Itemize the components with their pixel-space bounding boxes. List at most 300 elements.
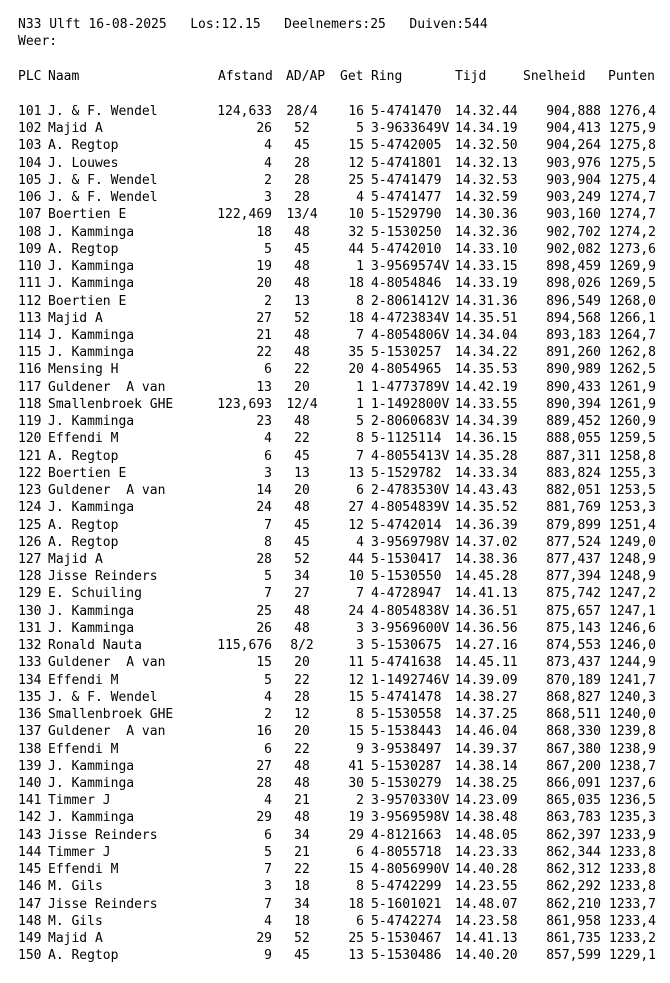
race-header xyxy=(18,16,488,33)
cell-afstand: 16 xyxy=(256,724,272,740)
cell-adap: 13 xyxy=(294,465,310,481)
cell-plc: 146 xyxy=(18,879,42,895)
cell-adap: 48 xyxy=(294,500,310,516)
cell-tijd: 14.32.50 xyxy=(455,138,518,154)
cell-get: 18 xyxy=(348,276,364,292)
cell-afstand: 2 xyxy=(264,172,272,188)
cell-afstand: 4 xyxy=(264,913,272,929)
cell-afstand: 4 xyxy=(264,138,272,154)
cell-snelheid: 877,524 xyxy=(546,534,601,550)
cell-naam: J. Kamminga xyxy=(48,603,135,619)
cell-afstand: 14 xyxy=(256,483,272,499)
cell-afstand: 21 xyxy=(256,327,272,343)
cell-get: 30 xyxy=(348,775,364,791)
cell-punten: 1246,0 xyxy=(609,638,656,654)
table-row xyxy=(0,672,670,689)
cell-adap: 34 xyxy=(294,569,310,585)
cell-tijd: 14.36.15 xyxy=(455,431,518,447)
cell-snelheid: 862,292 xyxy=(546,879,601,895)
cell-punten: 1240,3 xyxy=(609,689,656,705)
cell-ring: 3-9569600V xyxy=(371,620,450,636)
cell-adap: 48 xyxy=(294,345,310,361)
cell-snelheid: 890,394 xyxy=(546,396,601,412)
cell-get: 13 xyxy=(348,465,364,481)
cell-get: 9 xyxy=(356,741,364,757)
cell-punten: 1244,9 xyxy=(609,655,656,671)
cell-get: 25 xyxy=(348,931,364,947)
cell-afstand: 7 xyxy=(264,517,272,533)
cell-get: 1 xyxy=(356,396,364,412)
cell-afstand: 5 xyxy=(264,241,272,257)
cell-snelheid: 904,413 xyxy=(546,121,601,137)
cell-snelheid: 898,459 xyxy=(546,259,601,275)
cell-snelheid: 888,055 xyxy=(546,431,601,447)
col-get: Get xyxy=(340,69,364,84)
table-row xyxy=(0,448,670,465)
cell-afstand: 15 xyxy=(256,655,272,671)
cell-naam: J. Kamminga xyxy=(48,224,135,240)
cell-naam: J. Kamminga xyxy=(48,276,135,292)
cell-naam: A. Regtop xyxy=(48,517,119,533)
cell-adap: 12 xyxy=(294,707,310,723)
cell-afstand: 4 xyxy=(264,431,272,447)
cell-ring: 5-4741477 xyxy=(371,190,442,206)
cell-punten: 1246,6 xyxy=(609,620,656,636)
cell-snelheid: 862,344 xyxy=(546,844,601,860)
cell-plc: 149 xyxy=(18,931,42,947)
cell-afstand: 28 xyxy=(256,775,272,791)
cell-ring: 4-8054846 xyxy=(371,276,442,292)
cell-plc: 135 xyxy=(18,689,42,705)
cell-punten: 1247,1 xyxy=(609,603,656,619)
cell-get: 15 xyxy=(348,724,364,740)
cell-snelheid: 866,091 xyxy=(546,775,601,791)
cell-punten: 1258,8 xyxy=(609,448,656,464)
cell-punten: 1274,7 xyxy=(609,207,656,223)
cell-afstand: 6 xyxy=(264,448,272,464)
table-row xyxy=(0,379,670,396)
table-row xyxy=(0,361,670,378)
cell-punten: 1255,3 xyxy=(609,465,656,481)
cell-ring: 4-8121663 xyxy=(371,827,442,843)
cell-punten: 1261,9 xyxy=(609,379,656,395)
table-row xyxy=(0,465,670,482)
cell-tijd: 14.37.02 xyxy=(455,534,518,550)
cell-adap: 52 xyxy=(294,310,310,326)
cell-tijd: 14.31.36 xyxy=(455,293,518,309)
cell-tijd: 14.36.56 xyxy=(455,620,518,636)
cell-plc: 119 xyxy=(18,414,42,430)
cell-ring: 4-8054806V xyxy=(371,327,450,343)
cell-adap: 21 xyxy=(294,844,310,860)
cell-snelheid: 870,189 xyxy=(546,672,601,688)
cell-get: 8 xyxy=(356,431,364,447)
cell-get: 32 xyxy=(348,224,364,240)
cell-adap: 45 xyxy=(294,517,310,533)
cell-afstand: 8 xyxy=(264,534,272,550)
cell-tijd: 14.27.16 xyxy=(455,638,518,654)
cell-get: 2 xyxy=(356,793,364,809)
cell-afstand: 4 xyxy=(264,155,272,171)
cell-plc: 126 xyxy=(18,534,42,550)
cell-adap: 20 xyxy=(294,483,310,499)
cell-adap: 28/4 xyxy=(286,104,318,119)
cell-naam: M. Gils xyxy=(48,913,103,929)
cell-adap: 48 xyxy=(294,758,310,774)
cell-adap: 48 xyxy=(294,775,310,791)
cell-ring: 3-9538497 xyxy=(371,741,442,757)
cell-tijd: 14.41.13 xyxy=(455,931,518,947)
cell-punten: 1233,8 xyxy=(609,862,656,878)
cell-ring: 3-9569574V xyxy=(371,259,450,275)
cell-get: 10 xyxy=(348,569,364,585)
cell-plc: 130 xyxy=(18,603,42,619)
cell-plc: 144 xyxy=(18,844,42,860)
cell-tijd: 14.41.13 xyxy=(455,586,518,602)
cell-ring: 5-4741470 xyxy=(371,104,442,119)
cell-adap: 28 xyxy=(294,155,310,171)
cell-tijd: 14.36.39 xyxy=(455,517,518,533)
cell-tijd: 14.38.27 xyxy=(455,689,518,705)
cell-snelheid: 896,549 xyxy=(546,293,601,309)
cell-plc: 140 xyxy=(18,775,42,791)
cell-adap: 22 xyxy=(294,431,310,447)
cell-plc: 137 xyxy=(18,724,42,740)
cell-punten: 1260,9 xyxy=(609,414,656,430)
cell-ring: 3-9570330V xyxy=(371,793,450,809)
cell-adap: 22 xyxy=(294,741,310,757)
table-row xyxy=(0,258,670,275)
cell-adap: 52 xyxy=(294,551,310,567)
cell-adap: 45 xyxy=(294,241,310,257)
cell-afstand: 115,676 xyxy=(217,638,272,654)
cell-afstand: 23 xyxy=(256,414,272,430)
cell-get: 15 xyxy=(348,689,364,705)
cell-snelheid: 862,397 xyxy=(546,827,601,843)
cell-adap: 18 xyxy=(294,879,310,895)
table-row xyxy=(0,758,670,775)
cell-ring: 5-1530279 xyxy=(371,775,442,791)
cell-naam: Effendi M xyxy=(48,672,119,688)
cell-naam: Boertien E xyxy=(48,465,127,481)
cell-naam: A. Regtop xyxy=(48,138,119,154)
table-row xyxy=(0,137,670,154)
cell-naam: Jisse Reinders xyxy=(48,896,158,912)
cell-naam: M. Gils xyxy=(48,879,103,895)
cell-plc: 139 xyxy=(18,758,42,774)
cell-afstand: 7 xyxy=(264,896,272,912)
cell-afstand: 6 xyxy=(264,827,272,843)
cell-snelheid: 903,904 xyxy=(546,172,601,188)
cell-snelheid: 867,380 xyxy=(546,741,601,757)
cell-afstand: 13 xyxy=(256,379,272,395)
cell-get: 20 xyxy=(348,362,364,378)
cell-snelheid: 877,394 xyxy=(546,569,601,585)
cell-snelheid: 875,143 xyxy=(546,620,601,636)
cell-snelheid: 893,183 xyxy=(546,327,601,343)
cell-ring: 5-4741801 xyxy=(371,155,442,171)
table-row xyxy=(0,741,670,758)
cell-naam: J. Kamminga xyxy=(48,345,135,361)
cell-adap: 52 xyxy=(294,121,310,137)
cell-tijd: 14.40.20 xyxy=(455,948,518,964)
cell-punten: 1274,2 xyxy=(609,224,656,240)
cell-get: 8 xyxy=(356,879,364,895)
cell-punten: 1249,0 xyxy=(609,534,656,550)
cell-snelheid: 868,511 xyxy=(546,707,601,723)
cell-tijd: 14.34.39 xyxy=(455,414,518,430)
cell-tijd: 14.48.07 xyxy=(455,896,518,912)
cell-punten: 1233,4 xyxy=(609,913,656,929)
cell-get: 44 xyxy=(348,241,364,257)
cell-get: 41 xyxy=(348,758,364,774)
cell-plc: 101 xyxy=(18,104,42,119)
cell-ring: 5-4742274 xyxy=(371,913,442,929)
cell-tijd: 14.34.19 xyxy=(455,121,518,137)
cell-ring: 5-1530550 xyxy=(371,569,442,585)
cell-plc: 104 xyxy=(18,155,42,171)
cell-punten: 1274,7 xyxy=(609,190,656,206)
cell-tijd: 14.33.10 xyxy=(455,241,518,257)
cell-snelheid: 903,976 xyxy=(546,155,601,171)
table-row xyxy=(0,430,670,447)
cell-punten: 1276,4 xyxy=(609,104,656,119)
cell-punten: 1233,8 xyxy=(609,879,656,895)
cell-tijd: 14.33.19 xyxy=(455,276,518,292)
cell-tijd: 14.30.36 xyxy=(455,207,518,223)
cell-naam: A. Regtop xyxy=(48,448,119,464)
table-row xyxy=(0,654,670,671)
cell-afstand: 7 xyxy=(264,586,272,602)
cell-snelheid: 877,437 xyxy=(546,551,601,567)
cell-plc: 125 xyxy=(18,517,42,533)
cell-snelheid: 883,824 xyxy=(546,465,601,481)
cell-afstand: 29 xyxy=(256,810,272,826)
cell-plc: 143 xyxy=(18,827,42,843)
cell-punten: 1251,4 xyxy=(609,517,656,533)
cell-ring: 4-4728947 xyxy=(371,586,442,602)
col-plc: PLC xyxy=(18,69,42,84)
table-row xyxy=(0,517,670,534)
cell-get: 7 xyxy=(356,586,364,602)
table-row xyxy=(0,103,670,120)
cell-naam: Boertien E xyxy=(48,207,127,223)
cell-ring: 1-1492746V xyxy=(371,672,450,688)
cell-naam: J. & F. Wendel xyxy=(48,172,158,188)
table-row xyxy=(0,809,670,826)
table-row xyxy=(0,844,670,861)
cell-naam: J. Kamminga xyxy=(48,620,135,636)
table-row xyxy=(0,827,670,844)
cell-tijd: 14.34.22 xyxy=(455,345,518,361)
cell-snelheid: 894,568 xyxy=(546,310,601,326)
cell-punten: 1262,5 xyxy=(609,362,656,378)
cell-ring: 5-4742299 xyxy=(371,879,442,895)
cell-snelheid: 863,783 xyxy=(546,810,601,826)
cell-naam: J. Kamminga xyxy=(48,327,135,343)
cell-snelheid: 868,330 xyxy=(546,724,601,740)
cell-punten: 1269,9 xyxy=(609,259,656,275)
table-row xyxy=(0,568,670,585)
table-row xyxy=(0,947,670,964)
cell-naam: Timmer J xyxy=(48,844,111,860)
cell-plc: 124 xyxy=(18,500,42,516)
cell-punten: 1233,2 xyxy=(609,931,656,947)
cell-afstand: 27 xyxy=(256,758,272,774)
cell-tijd: 14.45.11 xyxy=(455,655,518,671)
cell-punten: 1268,0 xyxy=(609,293,656,309)
cell-naam: Guldener A van xyxy=(48,483,166,499)
cell-afstand: 122,469 xyxy=(217,207,272,223)
table-row xyxy=(0,930,670,947)
col-ring: Ring xyxy=(371,69,403,84)
cell-punten: 1233,7 xyxy=(609,896,656,912)
cell-plc: 132 xyxy=(18,638,42,654)
cell-tijd: 14.32.44 xyxy=(455,104,518,119)
cell-naam: Jisse Reinders xyxy=(48,827,158,843)
cell-plc: 121 xyxy=(18,448,42,464)
cell-snelheid: 887,311 xyxy=(546,448,601,464)
table-row xyxy=(0,396,670,413)
cell-get: 4 xyxy=(356,534,364,550)
cell-punten: 1275,4 xyxy=(609,172,656,188)
cell-adap: 22 xyxy=(294,672,310,688)
cell-naam: Guldener A van xyxy=(48,655,166,671)
cell-ring: 5-4742005 xyxy=(371,138,442,154)
cell-get: 8 xyxy=(356,293,364,309)
cell-adap: 28 xyxy=(294,172,310,188)
cell-punten: 1235,3 xyxy=(609,810,656,826)
cell-adap: 48 xyxy=(294,327,310,343)
cell-get: 12 xyxy=(348,517,364,533)
cell-tijd: 14.33.34 xyxy=(455,465,518,481)
cell-ring: 5-4742010 xyxy=(371,241,442,257)
cell-get: 25 xyxy=(348,172,364,188)
table-row xyxy=(0,189,670,206)
cell-punten: 1275,9 xyxy=(609,121,656,137)
cell-tijd: 14.23.33 xyxy=(455,844,518,860)
cell-ring: 5-1125114 xyxy=(371,431,442,447)
table-row xyxy=(0,878,670,895)
cell-snelheid: 890,433 xyxy=(546,379,601,395)
cell-punten: 1233,9 xyxy=(609,827,656,843)
cell-naam: J. & F. Wendel xyxy=(48,689,158,705)
cell-afstand: 3 xyxy=(264,465,272,481)
cell-get: 6 xyxy=(356,844,364,860)
cell-ring: 5-4741478 xyxy=(371,689,442,705)
cell-plc: 103 xyxy=(18,138,42,154)
cell-punten: 1273,6 xyxy=(609,241,656,257)
cell-punten: 1233,8 xyxy=(609,844,656,860)
cell-naam: A. Regtop xyxy=(48,534,119,550)
cell-afstand: 26 xyxy=(256,620,272,636)
table-row xyxy=(0,620,670,637)
cell-ring: 5-1530558 xyxy=(371,707,442,723)
table-row xyxy=(0,775,670,792)
cell-ring: 2-4783530V xyxy=(371,483,450,499)
cell-adap: 20 xyxy=(294,379,310,395)
cell-naam: E. Schuiling xyxy=(48,586,142,602)
cell-afstand: 22 xyxy=(256,345,272,361)
cell-get: 16 xyxy=(348,104,364,119)
cell-plc: 114 xyxy=(18,327,42,343)
cell-ring: 5-1530250 xyxy=(371,224,442,240)
cell-naam: Guldener A van xyxy=(48,724,166,740)
cell-naam: Effendi M xyxy=(48,862,119,878)
cell-afstand: 6 xyxy=(264,741,272,757)
cell-snelheid: 898,026 xyxy=(546,276,601,292)
cell-snelheid: 865,035 xyxy=(546,793,601,809)
cell-adap: 28 xyxy=(294,190,310,206)
cell-plc: 112 xyxy=(18,293,42,309)
cell-plc: 122 xyxy=(18,465,42,481)
cell-tijd: 14.23.09 xyxy=(455,793,518,809)
cell-snelheid: 867,200 xyxy=(546,758,601,774)
cell-afstand: 19 xyxy=(256,259,272,275)
cell-naam: Smallenbroek GHE xyxy=(48,707,174,723)
cell-naam: J. Kamminga xyxy=(48,500,135,516)
cell-get: 18 xyxy=(348,896,364,912)
col-naam: Naam xyxy=(48,69,80,84)
cell-plc: 128 xyxy=(18,569,42,585)
cell-plc: 136 xyxy=(18,707,42,723)
cell-afstand: 4 xyxy=(264,793,272,809)
cell-tijd: 14.46.04 xyxy=(455,724,518,740)
cell-plc: 110 xyxy=(18,259,42,275)
cell-get: 8 xyxy=(356,707,364,723)
cell-plc: 145 xyxy=(18,862,42,878)
cell-afstand: 20 xyxy=(256,276,272,292)
cell-plc: 116 xyxy=(18,362,42,378)
cell-punten: 1269,5 xyxy=(609,276,656,292)
cell-naam: J. & F. Wendel xyxy=(48,104,158,119)
cell-ring: 5-4741479 xyxy=(371,172,442,188)
table-row xyxy=(0,120,670,137)
cell-adap: 22 xyxy=(294,862,310,878)
cell-punten: 1241,7 xyxy=(609,672,656,688)
cell-ring: 5-1530417 xyxy=(371,551,442,567)
cell-adap: 13 xyxy=(294,293,310,309)
cell-naam: J. Kamminga xyxy=(48,259,135,275)
cell-punten: 1236,5 xyxy=(609,793,656,809)
cell-adap: 22 xyxy=(294,362,310,378)
cell-snelheid: 875,742 xyxy=(546,586,601,602)
cell-plc: 106 xyxy=(18,190,42,206)
table-row xyxy=(0,706,670,723)
table-row xyxy=(0,344,670,361)
col-punten: Punten xyxy=(608,69,655,84)
cell-snelheid: 857,599 xyxy=(546,948,601,964)
cell-adap: 48 xyxy=(294,259,310,275)
table-row xyxy=(0,896,670,913)
cell-tijd: 14.33.55 xyxy=(455,396,518,412)
cell-plc: 148 xyxy=(18,913,42,929)
cell-adap: 21 xyxy=(294,793,310,809)
cell-adap: 18 xyxy=(294,913,310,929)
cell-adap: 48 xyxy=(294,224,310,240)
cell-afstand: 27 xyxy=(256,310,272,326)
cell-adap: 48 xyxy=(294,620,310,636)
cell-get: 11 xyxy=(348,655,364,671)
cell-plc: 150 xyxy=(18,948,42,964)
cell-ring: 5-1529790 xyxy=(371,207,442,223)
cell-naam: Jisse Reinders xyxy=(48,569,158,585)
cell-ring: 5-4741638 xyxy=(371,655,442,671)
cell-tijd: 14.32.53 xyxy=(455,172,518,188)
cell-afstand: 28 xyxy=(256,551,272,567)
cell-plc: 120 xyxy=(18,431,42,447)
cell-adap: 20 xyxy=(294,655,310,671)
